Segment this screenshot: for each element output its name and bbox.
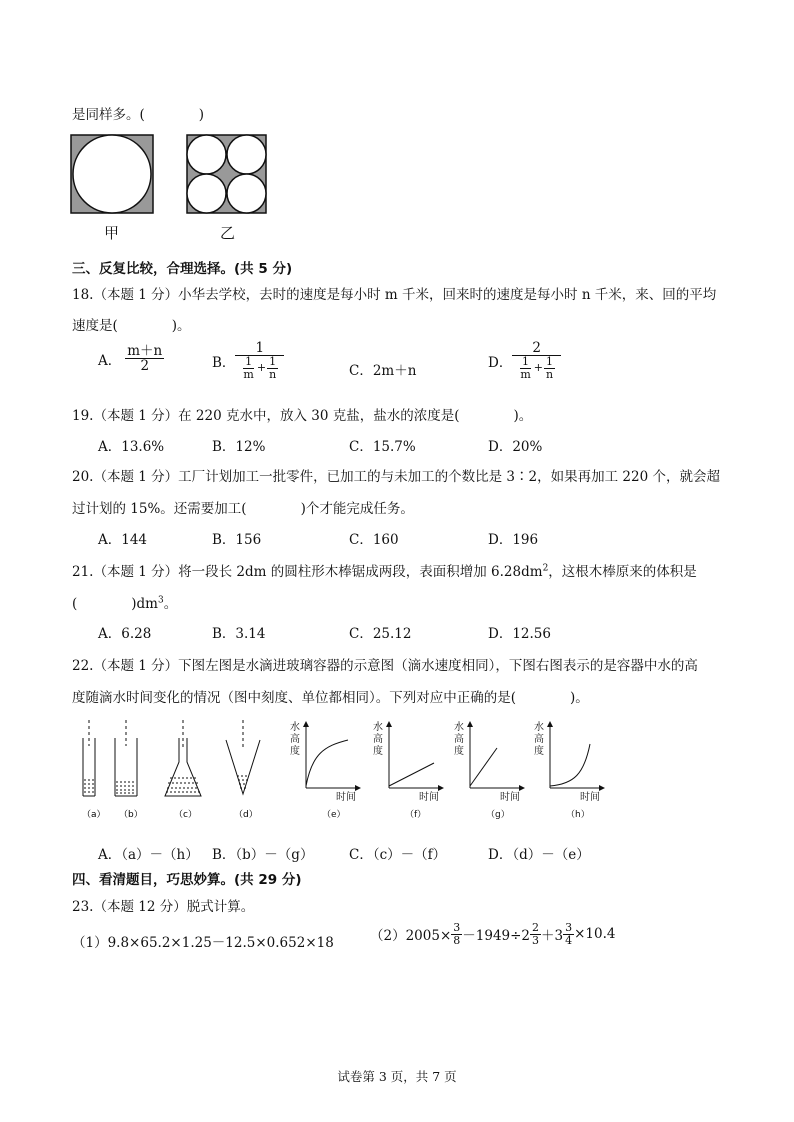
q21-line2-tail: 。 xyxy=(163,596,178,612)
graph-ylabel: 度 xyxy=(454,746,464,757)
small-circle xyxy=(227,135,266,174)
q21-line1 xyxy=(72,560,697,580)
fraction-numerator: 1 xyxy=(245,355,253,369)
graph-ylabel: 高 xyxy=(454,734,464,745)
q19-option-a: A．13.6% xyxy=(98,439,165,455)
container-b xyxy=(115,720,137,796)
complex-fraction xyxy=(516,341,557,380)
option-label: B． xyxy=(212,354,236,371)
superscript: 2 xyxy=(542,563,549,574)
q23-text: 23.（本题 12 分）脱式计算。 xyxy=(72,899,255,915)
fraction-denominator: n xyxy=(269,367,277,381)
graph-ylabel: 水 xyxy=(454,722,464,733)
fraction-numerator: 3 xyxy=(453,921,461,934)
label-jia: 甲 xyxy=(104,224,120,242)
fraction xyxy=(451,922,462,946)
graph-ylabel: 水 xyxy=(290,722,300,733)
q21-option-c: C．25.12 xyxy=(349,626,412,642)
fraction-denominator: 4 xyxy=(565,933,573,947)
fig-label-f: （f） xyxy=(405,810,427,820)
expr-text: ＋3 xyxy=(541,928,564,945)
container-a xyxy=(83,720,95,796)
fraction-denominator: 2 xyxy=(140,358,150,375)
q23-part2 xyxy=(370,922,616,946)
page-footer: 试卷第 3 页，共 7 页 xyxy=(337,1069,457,1084)
q19-option-d: D．20% xyxy=(488,439,543,455)
graph-xlabel: 时间 xyxy=(336,792,356,803)
fraction-denominator: m xyxy=(243,367,254,381)
fraction xyxy=(125,344,164,373)
q23-part1: （1）9.8×65.2×1.25－12.5×0.652×18 xyxy=(72,935,334,951)
q18-line1: 18.（本题 1 分）小华去学校，去时的速度是每小时 m 千米，回来时的速度是每小时 n 千米，来、回的平均 xyxy=(72,287,717,303)
fraction-numerator: 1 xyxy=(269,355,277,369)
q18-option-d xyxy=(488,341,557,380)
container-d xyxy=(226,720,260,794)
graph-ylabel: 度 xyxy=(534,746,544,757)
fraction-denominator xyxy=(239,356,280,380)
fraction-denominator: 8 xyxy=(453,933,461,947)
fraction-numerator: 1 xyxy=(522,355,530,369)
container-c xyxy=(165,720,201,796)
option-text: 2m＋n xyxy=(372,363,417,379)
complex-fraction xyxy=(239,341,280,380)
graph-xlabel: 时间 xyxy=(419,792,439,803)
fraction-denominator: m xyxy=(520,367,531,381)
q18-option-a xyxy=(98,344,164,373)
q21-line2-text: ( )dm xyxy=(72,596,158,612)
graph-xlabel: 时间 xyxy=(500,792,520,803)
fraction-numerator: 1 xyxy=(546,355,554,369)
graph-ylabel: 高 xyxy=(373,734,383,745)
fig-label-b: （b） xyxy=(119,810,143,820)
q21-option-d: D．12.56 xyxy=(488,626,551,642)
graphs-figure xyxy=(284,718,629,828)
fraction-numerator: 2 xyxy=(532,921,540,934)
graph-e xyxy=(306,722,360,788)
graph-ylabel: 度 xyxy=(290,746,300,757)
graph-g xyxy=(470,722,524,788)
expr-text: （2）2005× xyxy=(370,928,452,945)
fraction xyxy=(241,356,255,380)
section-title: 四、看清题目，巧思妙算。(共 29 分) xyxy=(72,872,302,888)
q20-option-d: D．196 xyxy=(488,532,539,548)
expr-text: ×10.4 xyxy=(574,926,616,943)
fraction-denominator: n xyxy=(545,367,554,381)
fraction-numerator: m＋n xyxy=(127,343,163,359)
fraction xyxy=(518,356,532,380)
q18-line2: 速度是( )。 xyxy=(72,318,191,334)
q20-line1: 20.（本题 1 分）工厂计划加工一批零件，已加工的与未加工的个数比是 3∶2，如果再加工 220 个，就会超 xyxy=(72,469,720,485)
q20-option-c: C．160 xyxy=(349,532,399,548)
q20-option-a: A．144 xyxy=(98,532,148,548)
graph-h xyxy=(550,722,604,788)
option-label: C． xyxy=(349,363,373,379)
q21-option-a: A．6.28 xyxy=(98,626,152,642)
circle-figures xyxy=(70,134,290,244)
plus-sign: + xyxy=(533,361,543,375)
q21-line2 xyxy=(72,592,177,612)
q22-line2: 度随滴水时间变化的情况（图中刻度、单位都相同）。下列对应中正确的是( )。 xyxy=(72,690,589,706)
q20-line2: 过计划的 15%。还需要加工( )个才能完成任务。 xyxy=(72,501,414,517)
fig-label-c: （c） xyxy=(174,810,197,820)
graph-ylabel: 高 xyxy=(290,734,300,745)
containers-figure xyxy=(76,718,286,828)
q21-option-b: B．3.14 xyxy=(212,626,266,642)
graph-ylabel: 水 xyxy=(534,722,544,733)
fig-label-h: （h） xyxy=(566,810,590,820)
fraction-denominator xyxy=(516,356,557,380)
q22-option-b: B．（b）－（g） xyxy=(212,847,314,863)
graph-ylabel: 高 xyxy=(534,734,544,745)
option-label: D． xyxy=(488,354,513,371)
q18-option-c xyxy=(349,359,416,379)
q22-option-c: C．（c）－（f） xyxy=(349,847,447,863)
q22-option-a: A．（a）－（h） xyxy=(98,847,199,863)
q21-line1-text: 21.（本题 1 分）将一段长 2dm 的圆柱形木棒锯成两段，表面积增加 6.28dm xyxy=(72,564,543,580)
graph-xlabel: 时间 xyxy=(580,792,600,803)
q22-option-d: D．（d）－（e） xyxy=(488,847,590,863)
q18-option-b xyxy=(212,341,280,380)
q19-text: 19.（本题 1 分）在 220 克水中，放入 30 克盐，盐水的浓度是( )。 xyxy=(72,408,533,424)
expr-text: －1949÷2 xyxy=(462,928,531,945)
fig-label-a: （a） xyxy=(82,810,106,820)
fraction-numerator: 2 xyxy=(512,341,561,356)
fraction xyxy=(563,922,574,946)
graph-ylabel: 水 xyxy=(373,722,383,733)
q19-option-c: C．15.7% xyxy=(349,439,416,455)
fraction-numerator: 1 xyxy=(235,341,284,356)
graph-ylabel: 度 xyxy=(373,746,383,757)
section-title: 三、反复比较，合理选择。(共 5 分) xyxy=(72,261,293,277)
circle-jia xyxy=(73,135,151,213)
fig-label-e: （e） xyxy=(322,810,346,820)
label-yi: 乙 xyxy=(220,224,236,242)
plus-sign: + xyxy=(256,361,267,375)
small-circle xyxy=(227,174,266,213)
q20-option-b: B．156 xyxy=(212,532,262,548)
small-circle xyxy=(187,174,226,213)
fraction xyxy=(544,356,555,380)
graph-f xyxy=(389,722,443,788)
q21-line1-tail: ，这根木棒原来的体积是 xyxy=(548,564,697,580)
fraction-denominator: 3 xyxy=(532,933,540,947)
fig-label-g: （g） xyxy=(486,810,510,820)
option-label: A． xyxy=(98,352,122,369)
fraction xyxy=(530,922,541,946)
fraction xyxy=(267,356,278,380)
superscript: 3 xyxy=(157,595,164,606)
fig-label-d: （d） xyxy=(234,810,258,820)
small-circle xyxy=(187,135,226,174)
intro-line: 是同样多。( ) xyxy=(72,107,205,123)
q19-option-b: B．12% xyxy=(212,439,266,455)
fraction-numerator: 3 xyxy=(565,921,573,934)
q22-line1: 22.（本题 1 分）下图左图是水滴进玻璃容器的示意图（滴水速度相同），下图右图表示的是容器中水的高 xyxy=(72,658,698,674)
